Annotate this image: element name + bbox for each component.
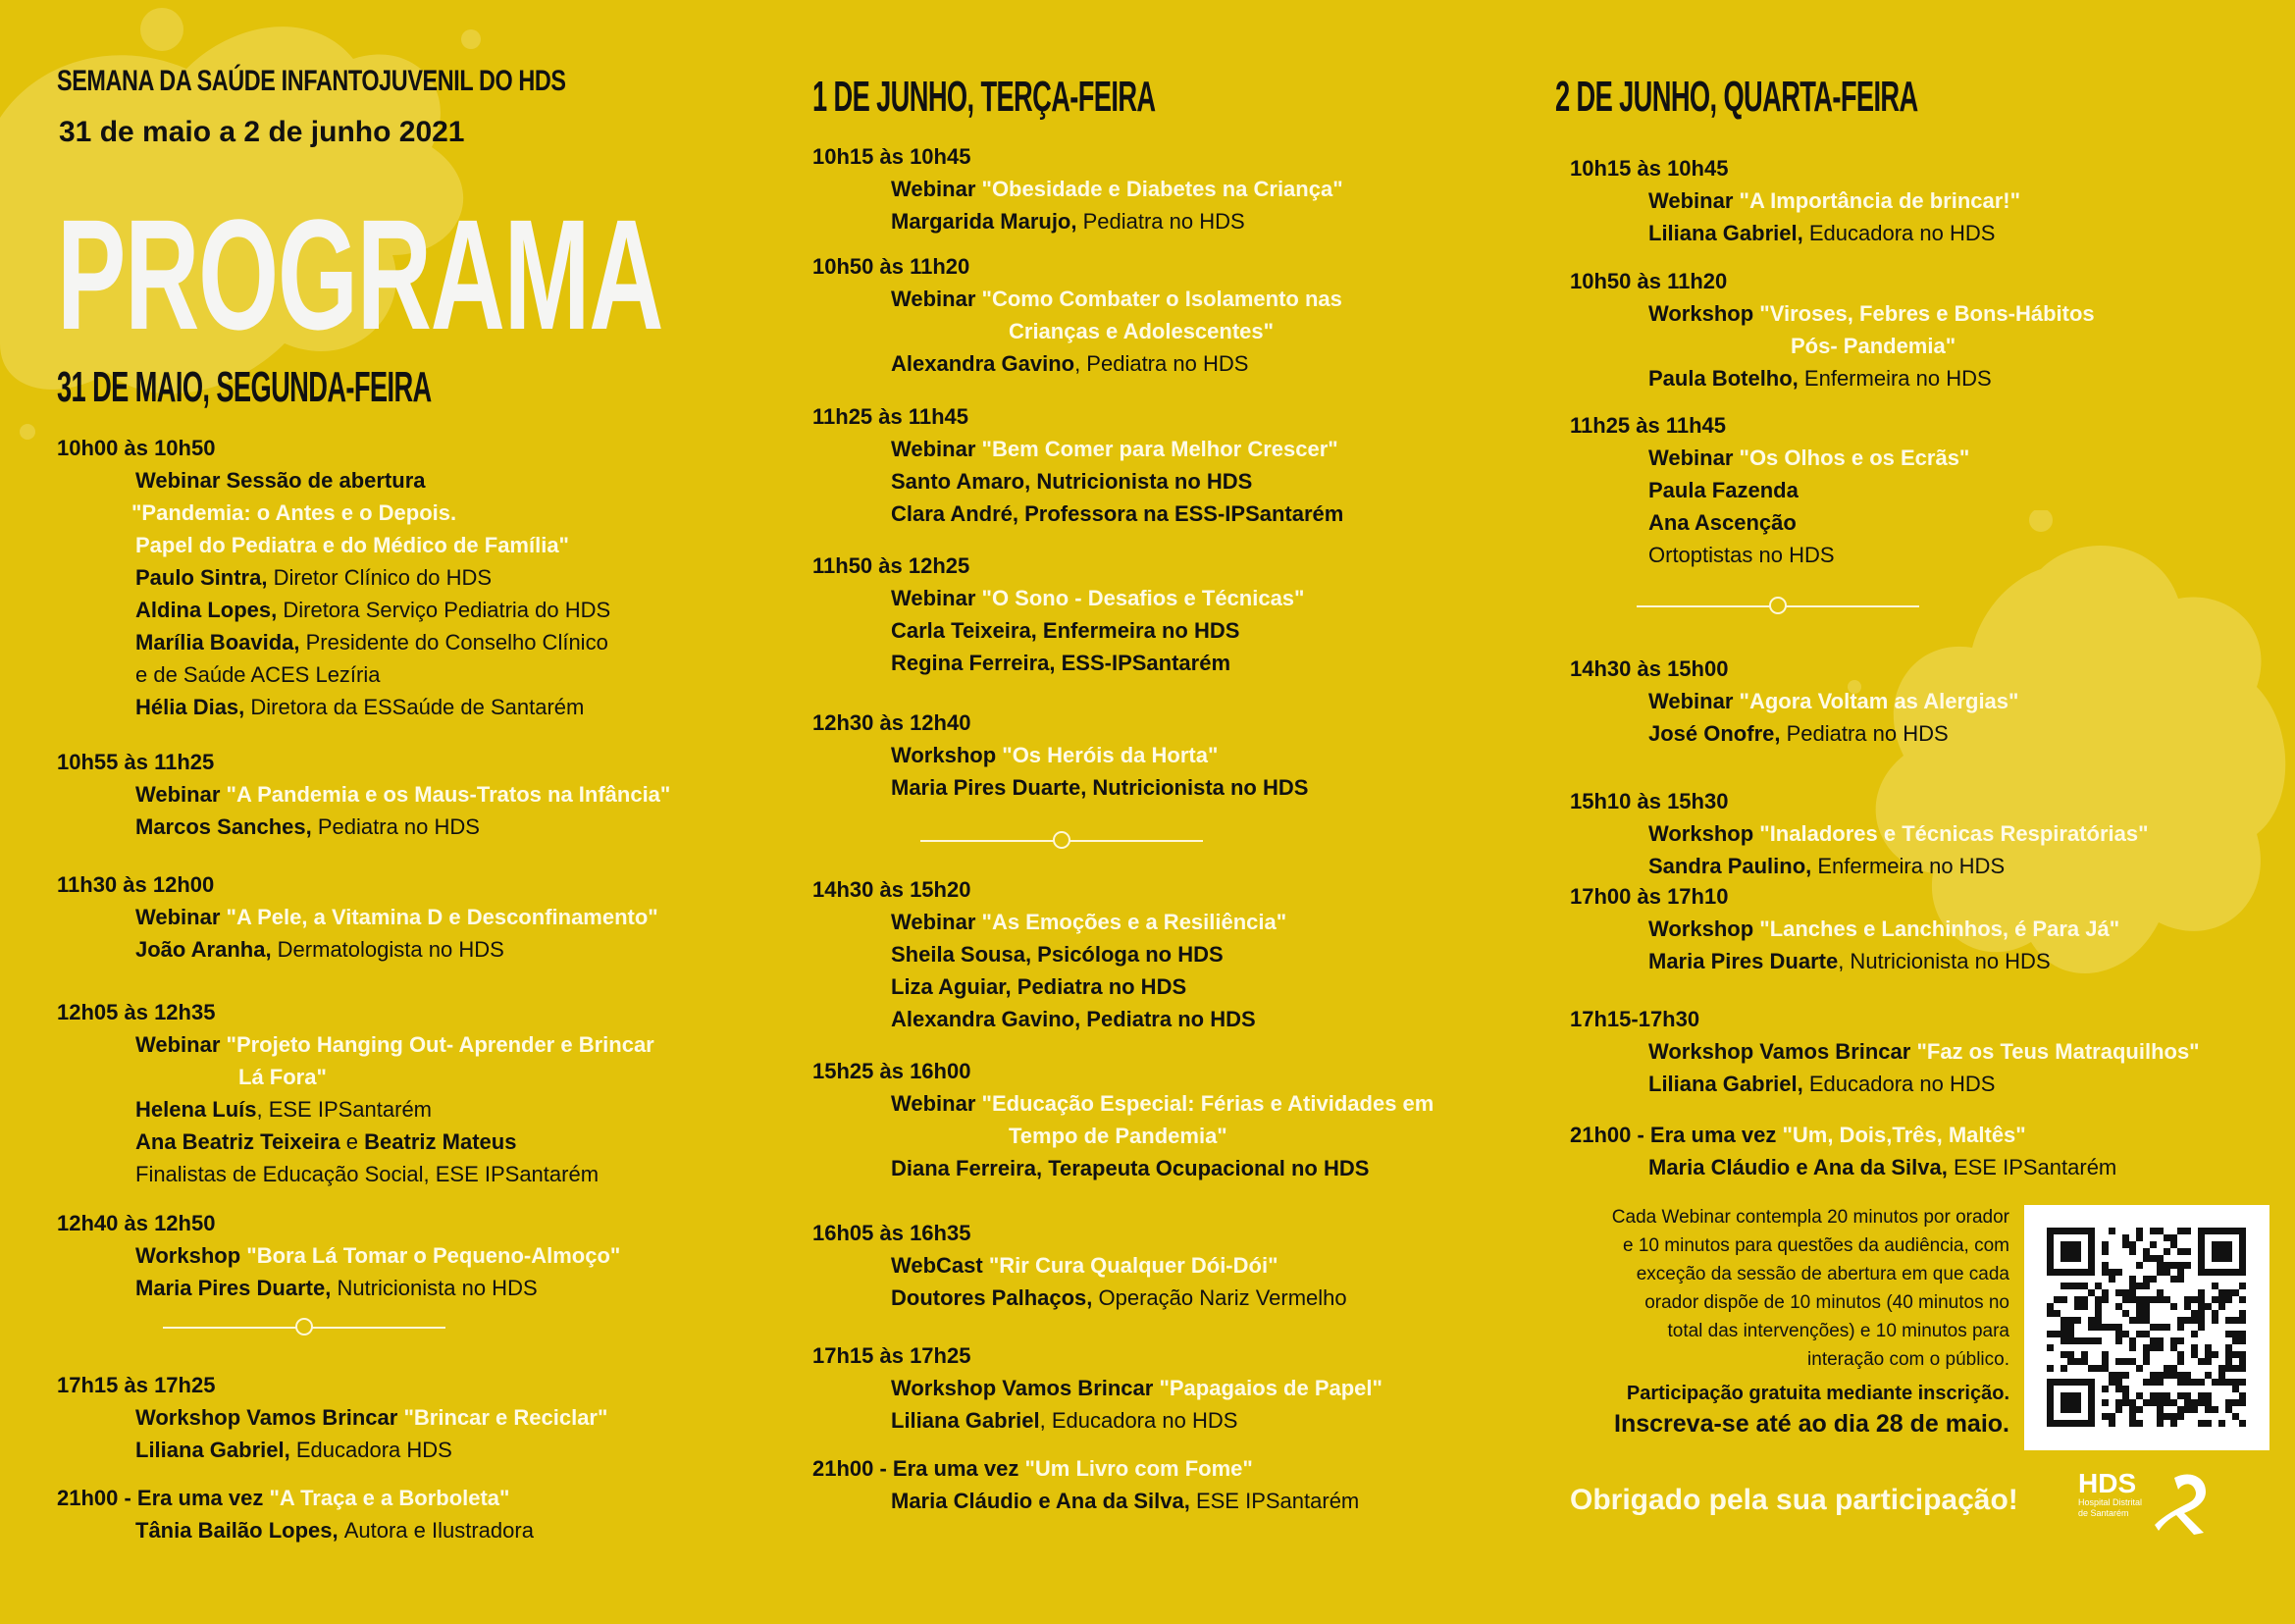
note-line: Cada Webinar contempla 20 minutos por orador [1611, 1207, 2009, 1228]
event-line [57, 901, 658, 933]
session-title: "Bora Lá Tomar o Pequeno-Almoço" [246, 1243, 621, 1268]
event-time [1570, 653, 2018, 685]
event-time [812, 1339, 1382, 1372]
speaker-name: Marcos Sanches, [135, 814, 318, 839]
event-line [57, 626, 610, 658]
speaker-name: Workshop Vamos Brincar [891, 1376, 1160, 1400]
session-title: "A Pandemia e os Maus-Tratos na Infância" [226, 782, 671, 807]
event-line [57, 497, 610, 529]
schedule-event [57, 746, 670, 843]
event-line [812, 771, 1308, 804]
speaker-name: Liliana Gabriel, [135, 1438, 296, 1462]
schedule-event [57, 432, 610, 723]
session-title: "Agora Voltam as Alergias" [1739, 689, 2019, 713]
event-line [1570, 1035, 2200, 1068]
event-time [812, 1055, 1434, 1087]
event-line [812, 347, 1342, 380]
note-lines [1570, 1203, 2009, 1374]
event-line [57, 561, 610, 594]
schedule-event [57, 1207, 620, 1304]
event-time-text: 10h15 às 10h45 [1570, 156, 1729, 181]
event-line [812, 1120, 1434, 1152]
schedule-event [1570, 653, 2018, 750]
speaker-name: Paula Botelho, [1648, 366, 1804, 391]
session-title: "Papagaios de Papel" [1159, 1376, 1382, 1400]
schedule-event [1570, 1119, 2116, 1183]
session-title: "Bem Comer para Melhor Crescer" [981, 437, 1338, 461]
speaker-role: Pediatra no HDS [1786, 721, 1949, 746]
session-title: "Inaladores e Técnicas Respiratórias" [1759, 821, 2149, 846]
event-line [1570, 297, 2095, 330]
event-line [1570, 506, 1969, 539]
free-participation: Participação gratuita mediante inscrição. [1626, 1383, 2009, 1404]
event-line [812, 173, 1343, 205]
session-title: "Viroses, Febres e Bons-Hábitos [1759, 301, 2095, 326]
event-time-text: 11h50 às 12h25 [812, 553, 970, 578]
schedule-event [1570, 1003, 2200, 1100]
divider-icon [295, 1318, 313, 1336]
event-time [1570, 785, 2149, 817]
event-line [1570, 330, 2095, 362]
story-title: "Um Livro com Fome" [1024, 1456, 1253, 1481]
event-time-text: 10h50 às 11h20 [1570, 269, 1728, 293]
speaker-name: Marília Boavida, [135, 630, 306, 655]
speaker-name: Maria Pires Duarte [1648, 949, 1839, 973]
speaker-role: e [345, 1129, 365, 1154]
speaker-role: Educadora HDS [295, 1438, 452, 1462]
schedule-event [57, 1482, 534, 1546]
event-line [1570, 913, 2119, 945]
event-time [57, 1207, 620, 1239]
schedule-event [57, 996, 654, 1190]
event-line [57, 1093, 654, 1126]
schedule-event [812, 1339, 1382, 1437]
speaker-name: Webinar [1648, 188, 1740, 213]
event-line [57, 1434, 607, 1466]
speaker-role: Presidente do Conselho Clínico [305, 630, 608, 655]
schedule-event [812, 1452, 1359, 1517]
speaker-name: Santo Amaro, Nutricionista no HDS [891, 469, 1253, 494]
speaker-name: Workshop [1648, 301, 1760, 326]
speaker-name: Workshop [1648, 917, 1760, 941]
speaker-name: Ana Ascenção [1648, 510, 1797, 535]
speaker-role: , Educadora no HDS [1039, 1408, 1238, 1433]
speaker-name: Sandra Paulino, [1648, 854, 1818, 878]
session-title: "Educação Especial: Férias e Atividades em [981, 1091, 1434, 1116]
speaker-name: João Aranha, [135, 937, 278, 962]
event-line [1570, 184, 2020, 217]
speaker-role: Nutricionista no HDS [337, 1276, 538, 1300]
story-title: "Um, Dois,Três, Maltês" [1782, 1123, 2026, 1147]
speaker-name: Regina Ferreira, ESS-IPSantarém [891, 651, 1231, 675]
event-time [57, 1369, 607, 1401]
event-line [812, 498, 1343, 530]
speaker-name: Liliana Gabriel, [1648, 221, 1809, 245]
speaker-role: Enfermeira no HDS [1817, 854, 2006, 878]
session-title: "As Emoções e a Resiliência" [981, 910, 1287, 934]
speaker-name: Doutores Palhaços, [891, 1285, 1099, 1310]
speaker-name: Tânia Bailão Lopes, [135, 1518, 344, 1543]
schedule-event [812, 250, 1342, 380]
speaker-name: Carla Teixeira, Enfermeira no HDS [891, 618, 1240, 643]
logo-sub1: Hospital Distrital [2078, 1497, 2143, 1507]
speaker-name: Maria Cláudio e Ana da Silva, [891, 1489, 1196, 1513]
webinar-note [1570, 1203, 2009, 1439]
event-line [1570, 717, 2018, 750]
event-line [1570, 442, 1969, 474]
event-line [812, 1404, 1382, 1437]
event-line [812, 1003, 1286, 1035]
event-line [1570, 217, 2020, 249]
event-time-text: 10h15 às 10h45 [812, 144, 971, 169]
day3-title: 2 DE JUNHO, QUARTA-FEIRA [1555, 73, 1918, 121]
session-title: "Os Olhos e os Ecrãs" [1739, 445, 1970, 470]
session-title: "Projeto Hanging Out- Aprender e Brincar [226, 1032, 654, 1057]
event-time [57, 746, 670, 778]
speaker-name: Paula Fazenda [1648, 478, 1799, 502]
event-time-text: 10h55 às 11h25 [57, 750, 215, 774]
schedule-event [1570, 785, 2149, 882]
event-time-text: 11h30 às 12h00 [57, 872, 215, 897]
event-line [812, 433, 1343, 465]
note-line: e 10 minutos para questões da audiência, com [1623, 1235, 2009, 1256]
event-time-text: 12h30 às 12h40 [812, 710, 971, 735]
event-time-text: 16h05 às 16h35 [812, 1221, 971, 1245]
event-dates: 31 de maio a 2 de junho 2021 [59, 116, 465, 148]
event-line [812, 1485, 1359, 1517]
hds-logo [2078, 1470, 2142, 1519]
speaker-name: Alexandra Gavino [891, 351, 1075, 376]
event-line [812, 970, 1286, 1003]
event-time [812, 400, 1343, 433]
event-line [1570, 474, 1969, 506]
story-title: "A Traça e a Borboleta" [269, 1486, 510, 1510]
event-line [57, 691, 610, 723]
speaker-name: Workshop [1648, 821, 1760, 846]
event-time [57, 996, 654, 1028]
note-line: orador dispõe de 10 minutos (40 minutos no [1644, 1292, 2009, 1313]
event-line [1570, 945, 2119, 977]
speaker-name: Workshop [891, 743, 1003, 767]
schedule-event [1570, 152, 2020, 249]
event-line [812, 582, 1304, 614]
event-line [57, 1126, 654, 1158]
event-line [57, 658, 610, 691]
event-line [812, 647, 1304, 679]
schedule-event [812, 140, 1343, 237]
note-line: interação com o público. [1807, 1349, 2009, 1370]
qr-code-image [2027, 1208, 2267, 1447]
event-line [1570, 1068, 2200, 1100]
logo-sub2: de Santarém [2078, 1508, 2129, 1518]
divider-icon [1769, 597, 1787, 614]
event-time-text: 10h00 às 10h50 [57, 436, 216, 460]
event-line [812, 614, 1304, 647]
event-line [1570, 539, 1969, 571]
speaker-name: Webinar Sessão de abertura [135, 468, 426, 493]
speaker-name: Hélia Dias, [135, 695, 251, 719]
speaker-role: , Pediatra no HDS [1074, 351, 1249, 376]
event-time-text: 12h40 às 12h50 [57, 1211, 216, 1235]
event-time-text: 21h00 - Era uma vez [812, 1456, 1025, 1481]
speaker-name: Workshop [135, 1243, 247, 1268]
speaker-name: Margarida Marujo, [891, 209, 1083, 234]
event-line [57, 1272, 620, 1304]
event-time [812, 1452, 1359, 1485]
speaker-name: Helena Luís [135, 1097, 257, 1122]
event-line [1570, 817, 2149, 850]
register-deadline: Inscreva-se até ao dia 28 de maio. [1614, 1410, 2009, 1438]
event-time-text: 17h15 às 17h25 [57, 1373, 216, 1397]
schedule-event [812, 873, 1286, 1035]
speaker-name: Webinar [891, 287, 982, 311]
event-line [812, 465, 1343, 498]
schedule-event [1570, 265, 2095, 394]
speaker-name: Liliana Gabriel, [1648, 1072, 1809, 1096]
event-line [1570, 850, 2149, 882]
day1-title: 31 DE MAIO, SEGUNDA-FEIRA [57, 363, 432, 411]
speaker-name: Webinar [1648, 445, 1740, 470]
schedule-event [1570, 409, 1969, 571]
event-line [812, 938, 1286, 970]
event-time [57, 868, 658, 901]
event-time-text: 21h00 - Era uma vez [1570, 1123, 1783, 1147]
event-time [812, 550, 1304, 582]
event-line [812, 1372, 1382, 1404]
session-title: "O Sono - Desafios e Técnicas" [981, 586, 1305, 610]
divider-icon [1053, 831, 1070, 849]
day2-title: 1 DE JUNHO, TERÇA-FEIRA [812, 73, 1156, 121]
event-line [57, 594, 610, 626]
session-title: Pós- Pandemia" [1791, 334, 1956, 358]
speaker-role: , ESE IPSantarém [256, 1097, 433, 1122]
event-line [57, 1239, 620, 1272]
session-title: Tempo de Pandemia" [1009, 1124, 1227, 1148]
event-line [57, 1158, 654, 1190]
event-time-text: 12h05 às 12h35 [57, 1000, 216, 1024]
speaker-name: Aldina Lopes, [135, 598, 284, 622]
event-time [812, 707, 1308, 739]
schedule-event [812, 550, 1304, 679]
session-title: Papel do Pediatra e do Médico de Família" [135, 533, 569, 557]
speaker-name: Sheila Sousa, Psicóloga no HDS [891, 942, 1224, 967]
schedule-event [812, 400, 1343, 530]
event-line [812, 283, 1342, 315]
speaker-role: Finalistas de Educação Social, ESE IPSantarém [135, 1162, 600, 1186]
event-line [57, 464, 610, 497]
speaker-role: Diretora Serviço Pediatria do HDS [283, 598, 611, 622]
speaker-name: Webinar [891, 586, 982, 610]
event-line [57, 778, 670, 811]
speaker-name: Alexandra Gavino, Pediatra no HDS [891, 1007, 1256, 1031]
speaker-name: Webinar [135, 1032, 227, 1057]
speaker-role: ESE IPSantarém [1195, 1489, 1360, 1513]
event-line [812, 1152, 1434, 1184]
speaker-role: ESE IPSantarém [1953, 1155, 2117, 1179]
qr-code[interactable] [2024, 1205, 2269, 1450]
speaker-role: e de Saúde ACES Lezíria [135, 662, 381, 687]
event-line [57, 1401, 607, 1434]
event-time [1570, 1003, 2200, 1035]
ribbon-icon [2155, 1470, 2221, 1537]
event-title: SEMANA DA SAÚDE INFANTOJUVENIL DO HDS [57, 65, 566, 97]
schedule-event [812, 707, 1308, 804]
event-time [1570, 1119, 2116, 1151]
event-line [57, 933, 658, 966]
note-line: exceção da sessão de abertura em que cada [1636, 1264, 2009, 1284]
event-time [812, 140, 1343, 173]
event-time [57, 1482, 534, 1514]
speaker-role: Diretora da ESSaúde de Santarém [250, 695, 585, 719]
speaker-name: Webinar [135, 782, 227, 807]
session-title: "Como Combater o Isolamento nas [981, 287, 1342, 311]
speaker-name: Beatriz Mateus [364, 1129, 517, 1154]
event-time-text: 15h10 às 15h30 [1570, 789, 1729, 813]
logo-name: HDS [2078, 1468, 2137, 1498]
speaker-role: Pediatra no HDS [1082, 209, 1245, 234]
speaker-name: Paulo Sintra, [135, 565, 274, 590]
speaker-name: Diana Ferreira, Terapeuta Ocupacional no HDS [891, 1156, 1370, 1180]
event-line [812, 739, 1308, 771]
event-line [57, 529, 610, 561]
schedule-event [57, 868, 658, 966]
session-title: "Brincar e Reciclar" [403, 1405, 608, 1430]
speaker-name: Liza Aguiar, Pediatra no HDS [891, 974, 1187, 999]
speaker-name: Liliana Gabriel [891, 1408, 1040, 1433]
schedule-event [57, 1369, 607, 1466]
session-title: "A Importância de brincar!" [1739, 188, 2021, 213]
event-time-text: 17h00 às 17h10 [1570, 884, 1729, 909]
session-title: Lá Fora" [238, 1065, 327, 1089]
event-line [812, 1249, 1347, 1282]
speaker-role: Educadora no HDS [1808, 221, 1996, 245]
schedule-event [812, 1217, 1347, 1314]
event-line [57, 1061, 654, 1093]
event-time-text: 11h25 às 11h45 [812, 404, 969, 429]
thanks-message: Obrigado pela sua participação! [1570, 1484, 2018, 1516]
speaker-name: Webinar [891, 1091, 982, 1116]
event-time [1570, 409, 1969, 442]
event-time [1570, 265, 2095, 297]
speaker-name: Webinar [891, 437, 982, 461]
event-line [1570, 362, 2095, 394]
speaker-name: Webinar [135, 905, 227, 929]
event-line [812, 1087, 1434, 1120]
session-title: "Faz os Teus Matraquilhos" [1916, 1039, 2200, 1064]
schedule-event [1570, 880, 2119, 977]
event-line [812, 315, 1342, 347]
speaker-name: Webinar [1648, 689, 1740, 713]
event-line [1570, 685, 2018, 717]
event-time-text: 17h15-17h30 [1570, 1007, 1700, 1031]
session-title: "Os Heróis da Horta" [1002, 743, 1219, 767]
session-title: Crianças e Adolescentes" [1009, 319, 1275, 343]
speaker-role: Operação Nariz Vermelho [1098, 1285, 1347, 1310]
session-title: "Rir Cura Qualquer Dói-Dói" [988, 1253, 1278, 1278]
event-line [57, 1514, 534, 1546]
speaker-name: Ana Beatriz Teixeira [135, 1129, 346, 1154]
session-title: "Pandemia: o Antes e o Depois. [131, 500, 457, 525]
session-title: "A Pele, a Vitamina D e Desconfinamento" [226, 905, 658, 929]
event-time-text: 15h25 às 16h00 [812, 1059, 971, 1083]
event-time [812, 1217, 1347, 1249]
event-line [812, 205, 1343, 237]
event-time [812, 250, 1342, 283]
event-time-text: 11h25 às 11h45 [1570, 413, 1727, 438]
event-time-text: 21h00 - Era uma vez [57, 1486, 270, 1510]
event-line [1570, 1151, 2116, 1183]
event-line [57, 811, 670, 843]
speaker-name: Clara André, Professora na ESS-IPSantarém [891, 501, 1344, 526]
speaker-name: Webinar [891, 177, 982, 201]
speaker-role: Dermatologista no HDS [277, 937, 504, 962]
schedule-event [812, 1055, 1434, 1184]
speaker-role: Diretor Clínico do HDS [273, 565, 493, 590]
speaker-role: Autora e Ilustradora [343, 1518, 534, 1543]
speaker-name: Workshop Vamos Brincar [135, 1405, 404, 1430]
session-title: "Lanches e Lanchinhos, é Para Já" [1759, 917, 2120, 941]
speaker-name: Webinar [891, 910, 982, 934]
event-time-text: 17h15 às 17h25 [812, 1343, 971, 1368]
speaker-role: Educadora no HDS [1808, 1072, 1996, 1096]
event-line [57, 1028, 654, 1061]
event-time [812, 873, 1286, 906]
speaker-name: Maria Pires Duarte, Nutricionista no HDS [891, 775, 1309, 800]
session-title: "Obesidade e Diabetes na Criança" [981, 177, 1343, 201]
event-line [812, 906, 1286, 938]
event-time-text: 10h50 às 11h20 [812, 254, 970, 279]
event-time [57, 432, 610, 464]
event-line [812, 1282, 1347, 1314]
speaker-name: Maria Pires Duarte, [135, 1276, 338, 1300]
speaker-name: Workshop Vamos Brincar [1648, 1039, 1917, 1064]
event-time-text: 14h30 às 15h00 [1570, 656, 1729, 681]
speaker-role: Ortoptistas no HDS [1648, 543, 1835, 567]
speaker-name: Maria Cláudio e Ana da Silva, [1648, 1155, 1954, 1179]
note-line: total das intervenções) e 10 minutos para [1667, 1321, 2009, 1341]
speaker-name: José Onofre, [1648, 721, 1787, 746]
speaker-role: , Nutricionista no HDS [1838, 949, 2051, 973]
event-time-text: 14h30 às 15h20 [812, 877, 971, 902]
speaker-role: Pediatra no HDS [317, 814, 480, 839]
speaker-role: Enfermeira no HDS [1803, 366, 1992, 391]
speaker-name: WebCast [891, 1253, 989, 1278]
event-time [1570, 880, 2119, 913]
programa-heading: PROGRAMA [57, 186, 663, 362]
event-time [1570, 152, 2020, 184]
